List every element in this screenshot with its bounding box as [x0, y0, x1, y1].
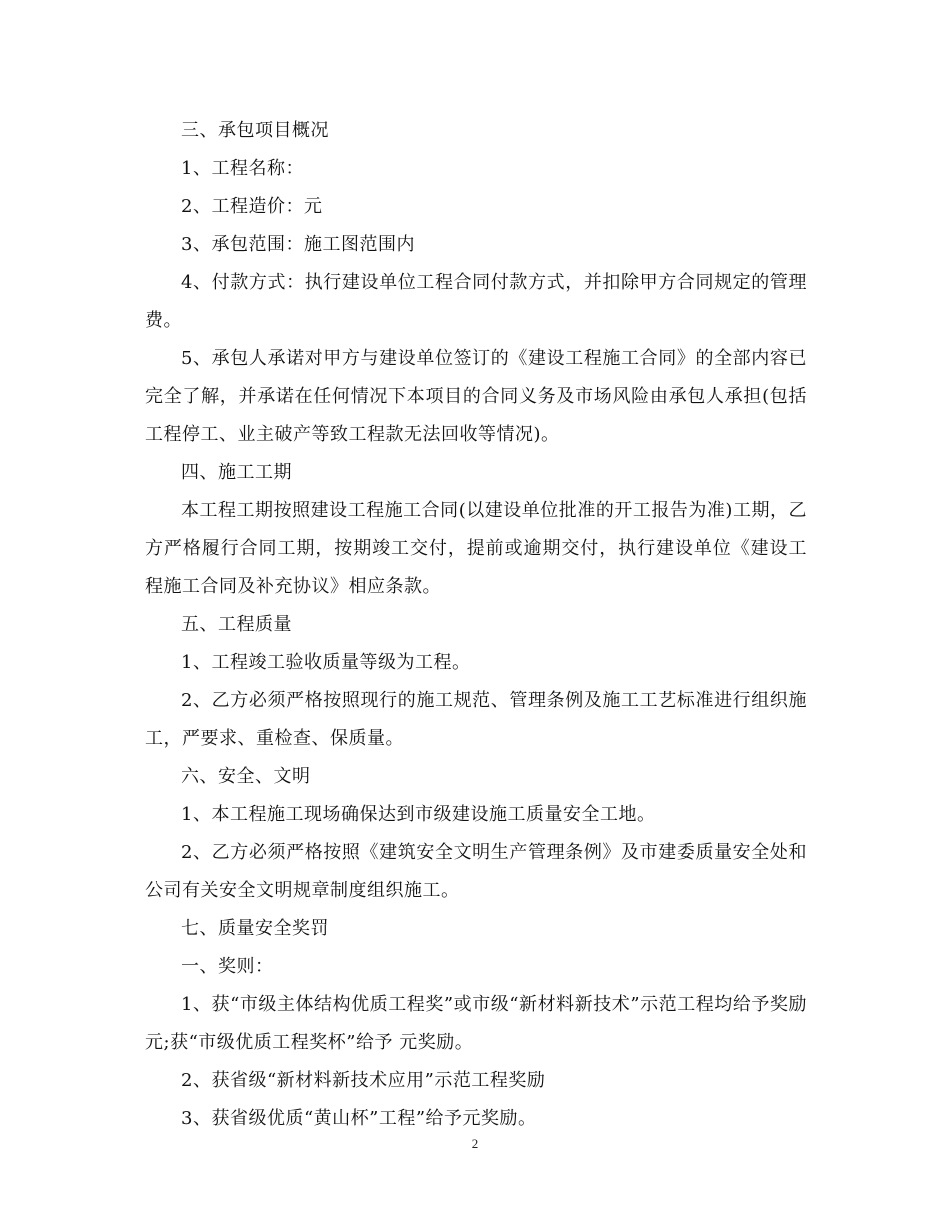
paragraph-payment-method: 4、付款方式：执行建设单位工程合同付款方式，并扣除甲方合同规定的管理费。 — [145, 272, 807, 331]
subheading-rewards: 一、奖则： — [181, 956, 274, 977]
paragraph-contractor-commitment: 5、承包人承诺对甲方与建设单位签订的《建设工程施工合同》的全部内容已完全了解，并承诺在任何情况下本项目的合同义务及市场风险由承包人承担(包括工程停工、业主破产等致工程款无法回收等情况)。 — [145, 348, 807, 445]
paragraph-construction-period: 本工程工期按照建设工程施工合同(以建设单位批准的开工报告为准)工期，乙方严格履行合同工期，按期竣工交付，提前或逾期交付，执行建设单位《建设工程施工合同及补充协议》相应条款。 — [145, 500, 807, 597]
paragraph-safety-regulations: 2、乙方必须严格按照《建筑安全文明生产管理条例》及市建委质量安全处和公司有关安全文明规章制度组织施工。 — [145, 842, 807, 901]
section-heading-project-overview: 三、承包项目概况 — [181, 120, 329, 141]
section-heading-construction-period: 四、施工工期 — [181, 462, 292, 483]
paragraph-quality-standards: 2、乙方必须严格按照现行的施工规范、管理条例及施工工艺标准进行组织施工，严要求、重检查、保质量。 — [145, 690, 807, 749]
paragraph-reward-municipal: 1、获“市级主体结构优质工程奖”或市级“新材料新技术”示范工程均给予奖励元;获“市级优质工程奖杯”给予 元奖励。 — [145, 994, 807, 1053]
paragraph-project-cost: 2、工程造价：元 — [181, 196, 323, 217]
paragraph-reward-provincial-tech: 2、获省级“新材料新技术应用”示范工程奖励 — [181, 1070, 546, 1091]
paragraph-contract-scope: 3、承包范围：施工图范围内 — [181, 234, 415, 255]
section-heading-quality: 五、工程质量 — [181, 614, 292, 635]
paragraph-safety-site: 1、本工程施工现场确保达到市级建设施工质量安全工地。 — [181, 804, 656, 825]
paragraph-project-name: 1、工程名称： — [181, 158, 304, 179]
page-number: 2 — [471, 1136, 479, 1151]
section-heading-safety: 六、安全、文明 — [181, 766, 311, 787]
document-body — [145, 112, 807, 1138]
section-heading-rewards-penalties: 七、质量安全奖罚 — [181, 918, 329, 939]
paragraph-reward-huangshan-cup: 3、获省级优质“黄山杯”工程”给予元奖励。 — [181, 1108, 537, 1129]
paragraph-quality-grade: 1、工程竣工验收质量等级为工程。 — [181, 652, 471, 673]
